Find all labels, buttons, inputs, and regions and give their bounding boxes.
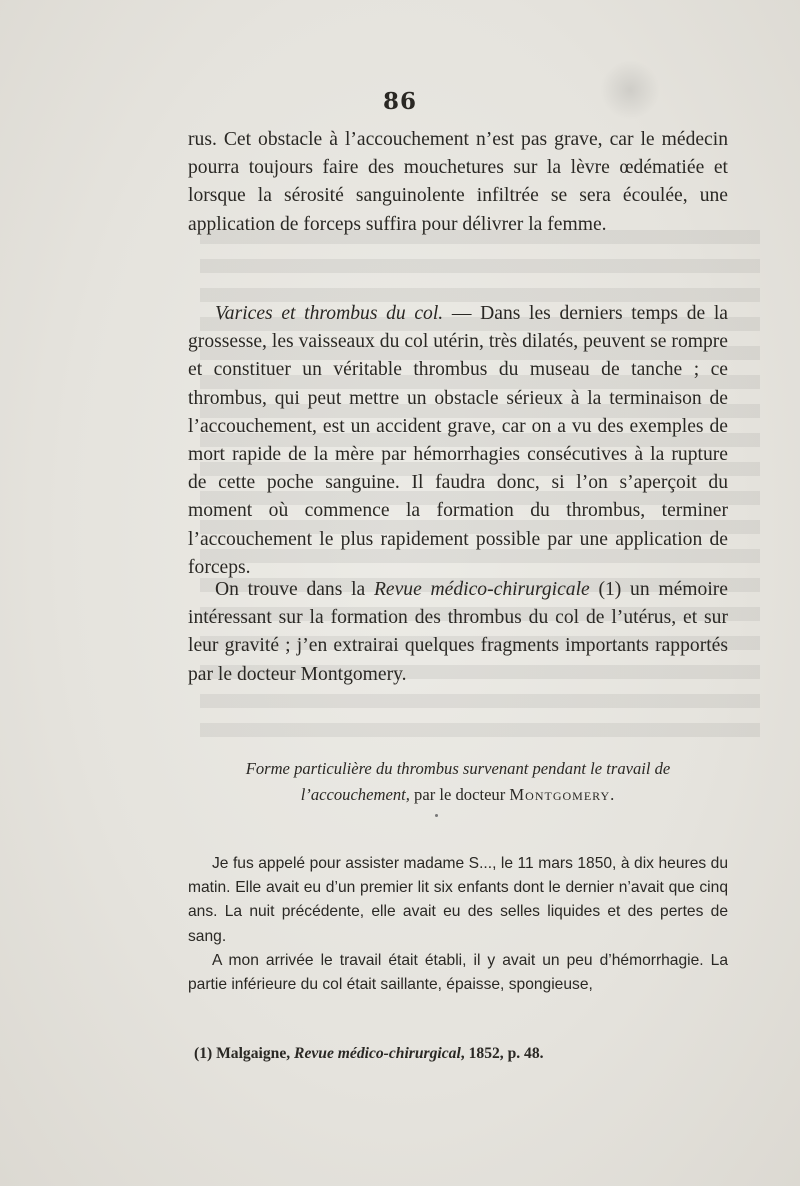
footnote-prefix: (1) Malgaigne, bbox=[194, 1045, 295, 1062]
paragraph-3-before: On trouve dans la bbox=[215, 579, 374, 600]
footnote bbox=[194, 1045, 544, 1063]
paragraph-2 bbox=[188, 300, 728, 582]
section-title: Varices et thrombus du col. bbox=[215, 303, 444, 324]
paragraph-1 bbox=[188, 126, 728, 239]
observation-text-1: Je fus appelé pour assister madame S..., le 11 mars 1850, à dix heures du matin. Elle avait eu d’un premier lit six enfants dont le dernier n’avait que cinq ans. La nuit précédente, elle avait eu des selles liquides et des pertes de sang. bbox=[188, 855, 728, 945]
footnote-journal: Revue médico-chirurgical bbox=[294, 1045, 461, 1062]
paragraph-3 bbox=[188, 576, 728, 689]
heading-author: Montgomery. bbox=[509, 785, 616, 804]
heading-line-2-rest: par le docteur bbox=[409, 785, 510, 804]
paragraph-2-text: — Dans les derniers temps de la grossesse, les vaisseaux du col utérin, très dilatés, peuvent se rompre et constituer un véritable thrombus du museau de tanche ; ce thrombus, qui peut mettre un obstacle sérieux à la terminaison de l’accouchement, est un accident grave, car on a vu des exemples de mort rapide de la mère par hémorrhagies consécutives à la rupture de cette poche sanguine. Il faudra donc, si l’on s’aperçoit du moment où commence la formation du thrombus, terminer l’accouchement le plus rapidement possible par une application de forceps. bbox=[188, 303, 728, 578]
journal-title: Revue médico-chirurgicale bbox=[373, 579, 590, 600]
separator-dot bbox=[435, 814, 438, 817]
section-heading bbox=[188, 756, 728, 808]
heading-line-1: Forme particulière du thrombus survenant pendant le travail de bbox=[245, 759, 671, 778]
heading-line-2-italic: l’accouchement, bbox=[300, 785, 410, 804]
observation-paragraph-1 bbox=[188, 852, 728, 949]
paragraph-1-text: rus. Cet obstacle à l’accouchement n’est pas grave, car le médecin pourra toujours faire des mouchetures sur la lèvre œdématiée et lorsque la sérosité sanguinolente infiltrée se sera écoulée, une application de forceps suffira pour délivrer la femme. bbox=[188, 129, 728, 235]
paragraph-3-after: (1) un mémoire intéressant sur la formation des thrombus du col de l’utérus, et sur leur gravité ; j’en extrairai quelques fragments importants rapportés par le docteur Montgomery. bbox=[188, 579, 728, 685]
observation-text-2: A mon arrivée le travail était établi, il y avait un peu d’hémorrhagie. La partie inférieure du col était saillante, épaisse, spongieuse, bbox=[188, 952, 728, 994]
footnote-suffix: , 1852, p. 48. bbox=[460, 1045, 544, 1062]
observation-paragraph-2 bbox=[188, 949, 728, 997]
page-number: 86 bbox=[382, 88, 417, 115]
